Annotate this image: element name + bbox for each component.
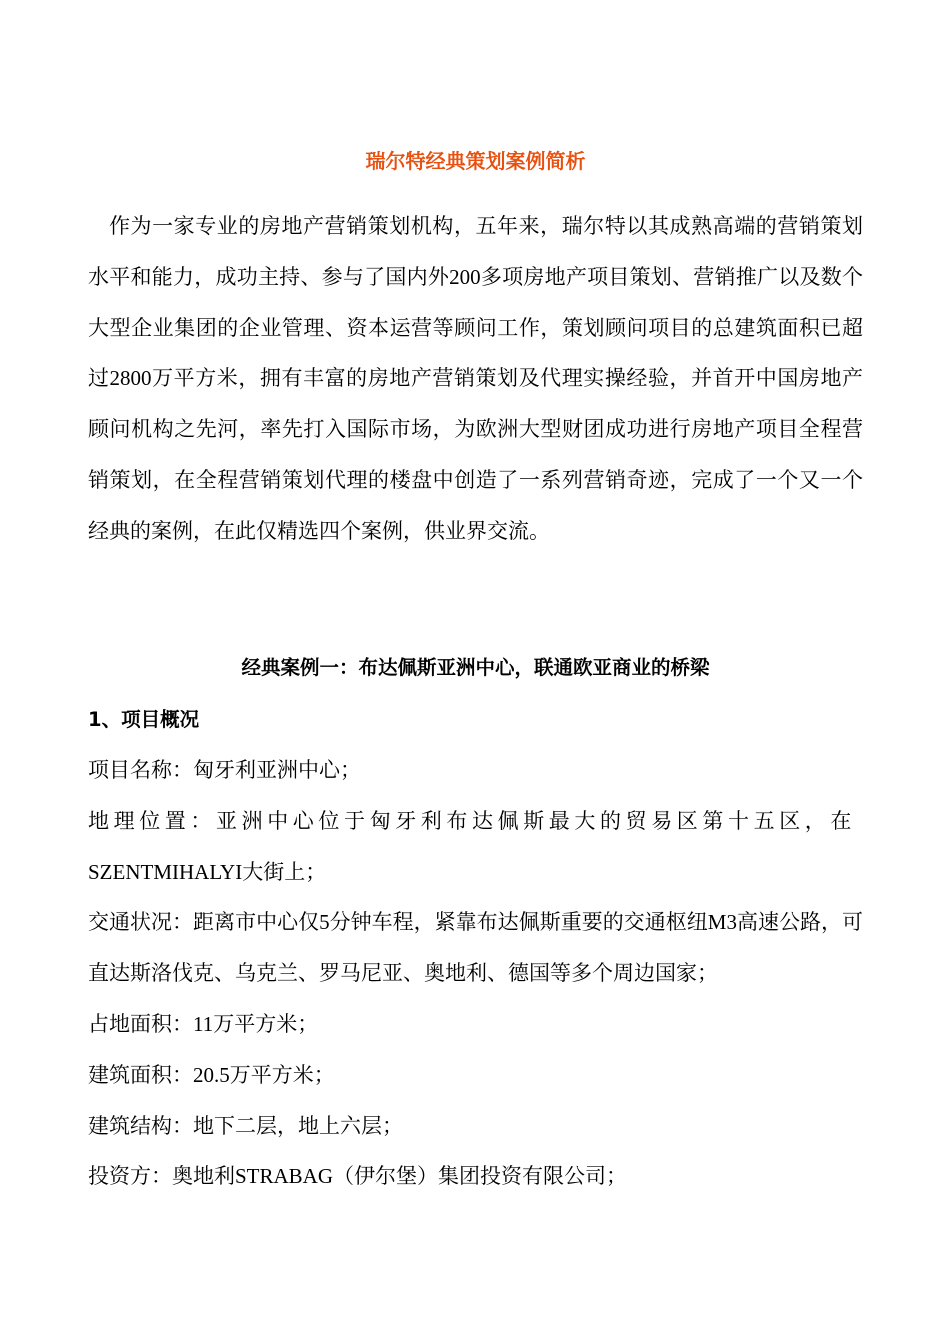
project-info-list — [88, 745, 863, 1202]
project-land-area-line: 占地面积：11万平方米； — [88, 1011, 319, 1036]
intro-paragraph: 作为一家专业的房地产营销策划机构，五年来，瑞尔特以其成熟高端的营销策划水平和能力，成功主持、参与了国内外200多项房地产项目策划、营销推广以及数个大型企业集团的企业管理、资本运营等顾问工作，策划顾问项目的总建筑面积已超过2800万平方米，拥有丰富的房地产营销策划及代理实操经验，并首开中国房地产顾问机构之先河，率先打入国际市场，为欧洲大型财团成功进行房地产项目全程营销策划，在全程营销策划代理的楼盘中创造了一系列营销奇迹，完成了一个又一个经典的案例，在此仅精选四个案例，供业界交流。 — [88, 214, 863, 543]
project-building-area-line: 建筑面积：20.5万平方米； — [88, 1062, 335, 1087]
project-location-street-line: SZENTMIHALYI大街上； — [88, 859, 327, 884]
project-structure-line: 建筑结构：地下二层，地上六层； — [88, 1113, 403, 1138]
case-one-title: 经典案例一：布达佩斯亚洲中心，联通欧亚商业的桥梁 — [241, 656, 710, 679]
project-name-line: 项目名称：匈牙利亚洲中心； — [88, 758, 361, 782]
section-heading-project-overview: 1、项目概况 — [88, 708, 200, 731]
project-investor-line: 投资方：奥地利STRABAG（伊尔堡）集团投资有限公司； — [88, 1164, 628, 1189]
project-traffic-line: 交通状况：距离市中心仅5分钟车程，紧靠布达佩斯重要的交通枢纽M3高速公路，可直达斯洛伐克、乌克兰、罗马尼亚、奥地利、德国等多个周边国家； — [88, 910, 863, 986]
document-title: 瑞尔特经典策划案例简析 — [365, 149, 586, 173]
project-location-line: 地理位置：亚洲中心位于匈牙利布达佩斯最大的贸易区第十五区，在 — [88, 808, 856, 833]
